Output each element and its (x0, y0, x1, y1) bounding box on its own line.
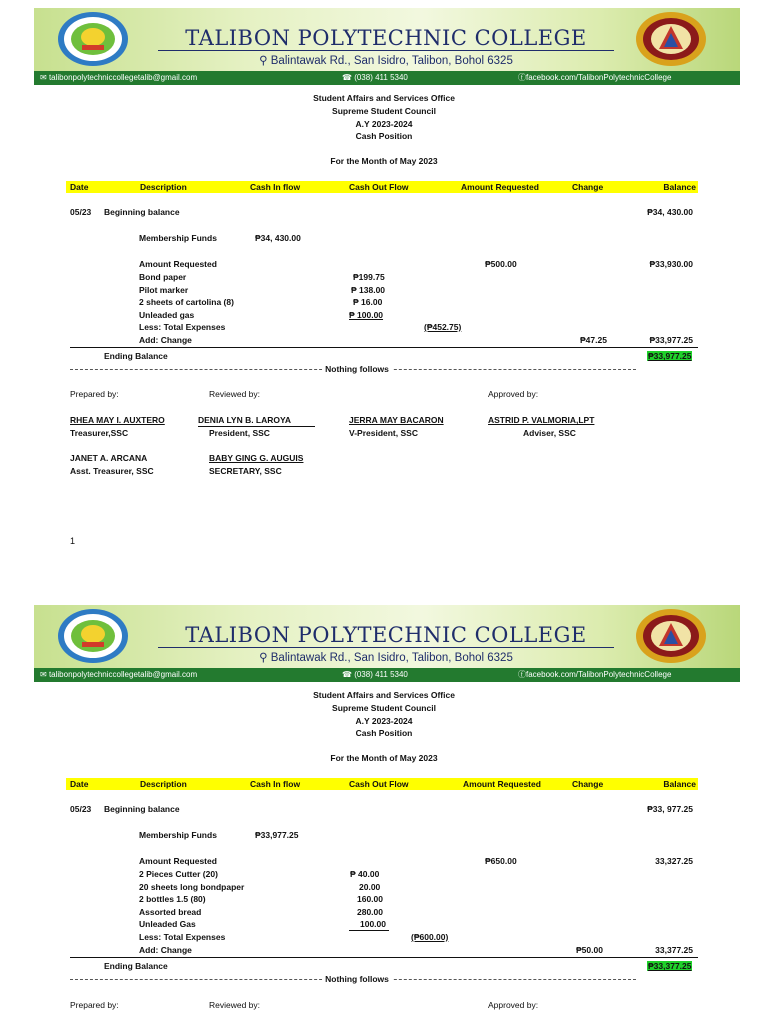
beginning-balance-label: Beginning balance (104, 804, 180, 814)
contact-facebook: ⓕfacebook.com/TalibonPolytechnicCollege (518, 670, 672, 679)
phone-icon: ☎ (342, 73, 355, 82)
contact-bar (34, 71, 740, 85)
signatory-name: JERRA MAY BACARON (349, 415, 444, 425)
total-expenses-value: (₱600.00) (411, 932, 449, 942)
signatory-name: JANET A. ARCANA (70, 453, 148, 463)
college-name: TALIBON POLYTECHNIC COLLEGE (158, 26, 614, 51)
beginning-balance-label: Beginning balance (104, 207, 180, 217)
municipality-seal-icon (634, 11, 708, 67)
college-address (158, 53, 614, 67)
col-cash-out: Cash Out Flow (349, 182, 409, 192)
expense-label: Assorted bread (139, 907, 202, 917)
prepared-by-label: Prepared by: (70, 1000, 119, 1010)
expense-amount: ₱ 100.00 (349, 310, 384, 320)
college-address-text: Balintawak Rd., San Isidro, Talibon, Bohol 6325 (270, 55, 513, 67)
col-date: Date (70, 779, 89, 789)
expense-label: 2 bottles 1.5 (80) (139, 894, 206, 904)
contact-bar (34, 668, 740, 682)
membership-funds-label: Membership Funds (139, 233, 217, 243)
approved-by-label: Approved by: (488, 1000, 539, 1010)
report-title: Cash Position (355, 728, 413, 738)
amount-requested-value: ₱500.00 (485, 259, 517, 269)
report-year: A.Y 2023-2024 (355, 716, 413, 726)
signatory-name: RHEA MAY I. AUXTERO (70, 415, 165, 425)
ending-balance-label: Ending Balance (104, 961, 168, 971)
col-amount-requested: Amount Requested (463, 779, 541, 789)
ending-balance-value: ₱33,977.25 (648, 351, 692, 361)
col-description: Description (140, 779, 187, 789)
expense-label: 2 Pieces Cutter (20) (139, 869, 218, 879)
change-value: ₱47.25 (580, 335, 607, 345)
nothing-follows: Nothing follows (322, 974, 392, 984)
expense-label: 20 sheets long bondpaper (139, 882, 245, 892)
col-date: Date (70, 182, 89, 192)
membership-funds-value: ₱33,977.25 (255, 830, 299, 840)
row-date: 05/23 (70, 804, 92, 814)
expense-amount: ₱ 138.00 (351, 285, 386, 295)
signatory-role: Asst. Treasurer, SSC (70, 466, 154, 476)
expense-amount: ₱ 16.00 (353, 297, 383, 307)
expense-label: 2 sheets of cartolina (8) (139, 297, 234, 307)
signatory-name: ASTRID P. VALMORIA,LPT (488, 415, 595, 425)
amount-requested-balance: 33,327.25 (655, 856, 693, 866)
expense-amount: ₱ 40.00 (350, 869, 380, 879)
contact-facebook: ⓕfacebook.com/TalibonPolytechnicCollege (518, 73, 672, 82)
col-cash-in: Cash In flow (250, 779, 301, 789)
amount-requested-label: Amount Requested (139, 856, 217, 866)
prepared-by-label: Prepared by: (70, 389, 119, 399)
phone-icon: ☎ (342, 670, 355, 679)
membership-funds-label: Membership Funds (139, 830, 217, 840)
change-balance: 33,377.25 (655, 945, 693, 955)
total-rule (70, 347, 698, 348)
facebook-icon: ⓕ (518, 73, 526, 82)
contact-email: ✉ talibonpolytechniccollegetalib@gmail.com (40, 670, 198, 679)
facebook-icon: ⓕ (518, 670, 526, 679)
expense-amount: 160.00 (357, 894, 383, 904)
col-cash-out: Cash Out Flow (349, 779, 409, 789)
expense-label: Bond paper (139, 272, 187, 282)
signatory-role: Adviser, SSC (523, 428, 576, 438)
amount-requested-value: ₱650.00 (485, 856, 517, 866)
contact-phone: ☎ (038) 411 5340 (342, 670, 408, 679)
expense-label: Unleaded Gas (139, 919, 196, 929)
college-banner (34, 605, 740, 683)
col-description: Description (140, 182, 187, 192)
expense-amount: 280.00 (357, 907, 383, 917)
amount-requested-balance: ₱33,930.00 (649, 259, 693, 269)
signatory-role: SECRETARY, SSC (209, 466, 282, 476)
total-expenses-value: (₱452.75) (424, 322, 462, 332)
change-value: ₱50.00 (576, 945, 603, 955)
location-pin-icon: ⚲ (259, 55, 268, 67)
signatory-role: President, SSC (209, 428, 270, 438)
document-page-2 (0, 597, 768, 1024)
reviewed-by-label: Reviewed by: (209, 389, 261, 399)
reviewed-by-label: Reviewed by: (209, 1000, 261, 1010)
mail-icon: ✉ (40, 73, 49, 82)
row-date: 05/23 (70, 207, 92, 217)
report-office: Student Affairs and Services Office (313, 690, 455, 700)
report-office: Student Affairs and Services Office (313, 93, 455, 103)
contact-phone: ☎ (038) 411 5340 (342, 73, 408, 82)
report-period: For the Month of May 2023 (330, 753, 438, 763)
college-seal-icon (56, 11, 130, 67)
expense-label: Unleaded gas (139, 310, 195, 320)
signatory-name: DENIA LYN B. LAROYA (198, 415, 292, 425)
signatory-role: Treasurer,SSC (70, 428, 129, 438)
subtotal-line (349, 930, 389, 931)
signatory-role: V-President, SSC (349, 428, 418, 438)
municipality-seal-icon (634, 608, 708, 664)
change-label: Add: Change (139, 335, 192, 345)
nothing-follows: Nothing follows (322, 364, 392, 374)
report-title: Cash Position (355, 131, 413, 141)
report-council: Supreme Student Council (332, 106, 436, 116)
membership-funds-value: ₱34, 430.00 (255, 233, 301, 243)
college-banner (34, 8, 740, 86)
college-address (158, 650, 614, 664)
expense-amount: ₱199.75 (353, 272, 385, 282)
report-period: For the Month of May 2023 (330, 156, 438, 166)
beginning-balance-value: ₱34, 430.00 (647, 207, 693, 217)
approved-by-label: Approved by: (488, 389, 539, 399)
expense-amount: 20.00 (359, 882, 381, 892)
col-balance: Balance (663, 779, 696, 789)
table-header (66, 181, 698, 193)
expense-label: Pilot marker (139, 285, 189, 295)
signatory-name: BABY GING G. AUGUIS (209, 453, 304, 463)
report-council: Supreme Student Council (332, 703, 436, 713)
ending-balance-value: ₱33,377.25 (648, 961, 692, 971)
amount-requested-label: Amount Requested (139, 259, 217, 269)
page-number: 1 (70, 536, 76, 546)
change-balance: ₱33,977.25 (649, 335, 693, 345)
table-header (66, 778, 698, 790)
beginning-balance-value: ₱33, 977.25 (647, 804, 693, 814)
change-label: Add: Change (139, 945, 192, 955)
signature-line (198, 426, 315, 427)
college-address-text: Balintawak Rd., San Isidro, Talibon, Bohol 6325 (270, 652, 513, 664)
ending-balance-label: Ending Balance (104, 351, 168, 361)
col-change: Change (572, 779, 604, 789)
location-pin-icon: ⚲ (259, 652, 268, 664)
mail-icon: ✉ (40, 670, 49, 679)
col-amount-requested: Amount Requested (461, 182, 539, 192)
total-rule (70, 957, 698, 958)
col-cash-in: Cash In flow (250, 182, 301, 192)
expense-amount: 100.00 (360, 919, 386, 929)
report-year: A.Y 2023-2024 (355, 119, 413, 129)
total-expenses-label: Less: Total Expenses (139, 932, 226, 942)
col-balance: Balance (663, 182, 696, 192)
college-name: TALIBON POLYTECHNIC COLLEGE (158, 623, 614, 648)
col-change: Change (572, 182, 604, 192)
total-expenses-label: Less: Total Expenses (139, 322, 226, 332)
college-seal-icon (56, 608, 130, 664)
contact-email: ✉ talibonpolytechniccollegetalib@gmail.com (40, 73, 198, 82)
